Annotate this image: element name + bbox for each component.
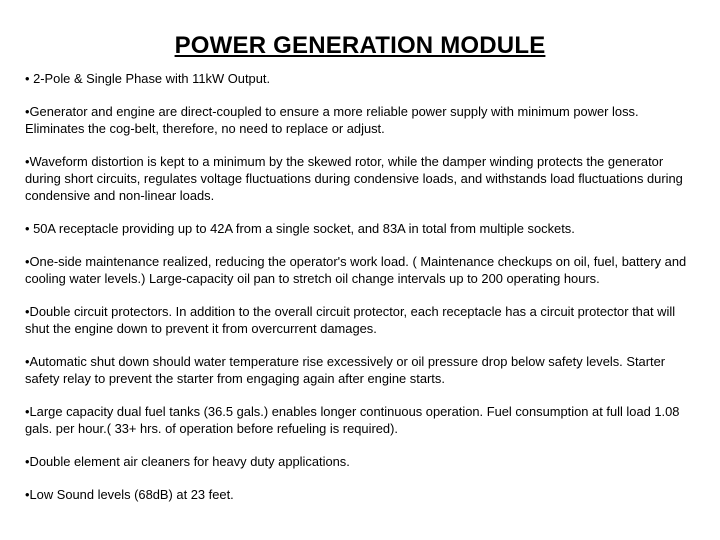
bullet-item: •Large capacity dual fuel tanks (36.5 gals.) enables longer continuous operation. Fuel consumption at full load 1.08 gals. per hour.( 33+ hrs. of operation before refueling is required).	[25, 404, 680, 436]
bullet-item: •Waveform distortion is kept to a minimum by the skewed rotor, while the damper winding protects the generator during short circuits, regulates voltage fluctuations during condensive loads, and withstands load fluctuations during condensive and non-linear loads.	[25, 154, 683, 203]
bullet-item: • 50A receptacle providing up to 42A from a single socket, and 83A in total from multiple sockets.	[25, 221, 575, 236]
bullet-item: •One-side maintenance realized, reducing the operator's work load. ( Maintenance checkups on oil, fuel, battery and cooling water levels.) Large-capacity oil pan to stretch oil change intervals up to 200 operating hours.	[25, 254, 687, 286]
bullet-item: •Low Sound levels (68dB) at 23 feet.	[25, 487, 234, 502]
page-title: POWER GENERATION MODULE	[174, 32, 546, 59]
bullet-item: •Double circuit protectors. In addition to the overall circuit protector, each receptacle has a circuit protector that will shut the engine down to prevent it from overcurrent damages.	[25, 304, 676, 336]
bullet-item: •Automatic shut down should water temperature rise excessively or oil pressure drop below safety levels. Starter safety relay to prevent the starter from engaging again after engine starts.	[25, 354, 666, 386]
bullet-list	[25, 70, 697, 503]
bullet-item: • 2-Pole & Single Phase with 11kW Output.	[25, 71, 271, 86]
bullet-item: •Double element air cleaners for heavy duty applications.	[25, 454, 350, 469]
bullet-item: •Generator and engine are direct-coupled to ensure a more reliable power supply with minimum power loss. Eliminates the cog-belt, therefore, no need to replace or adjust.	[25, 104, 639, 136]
